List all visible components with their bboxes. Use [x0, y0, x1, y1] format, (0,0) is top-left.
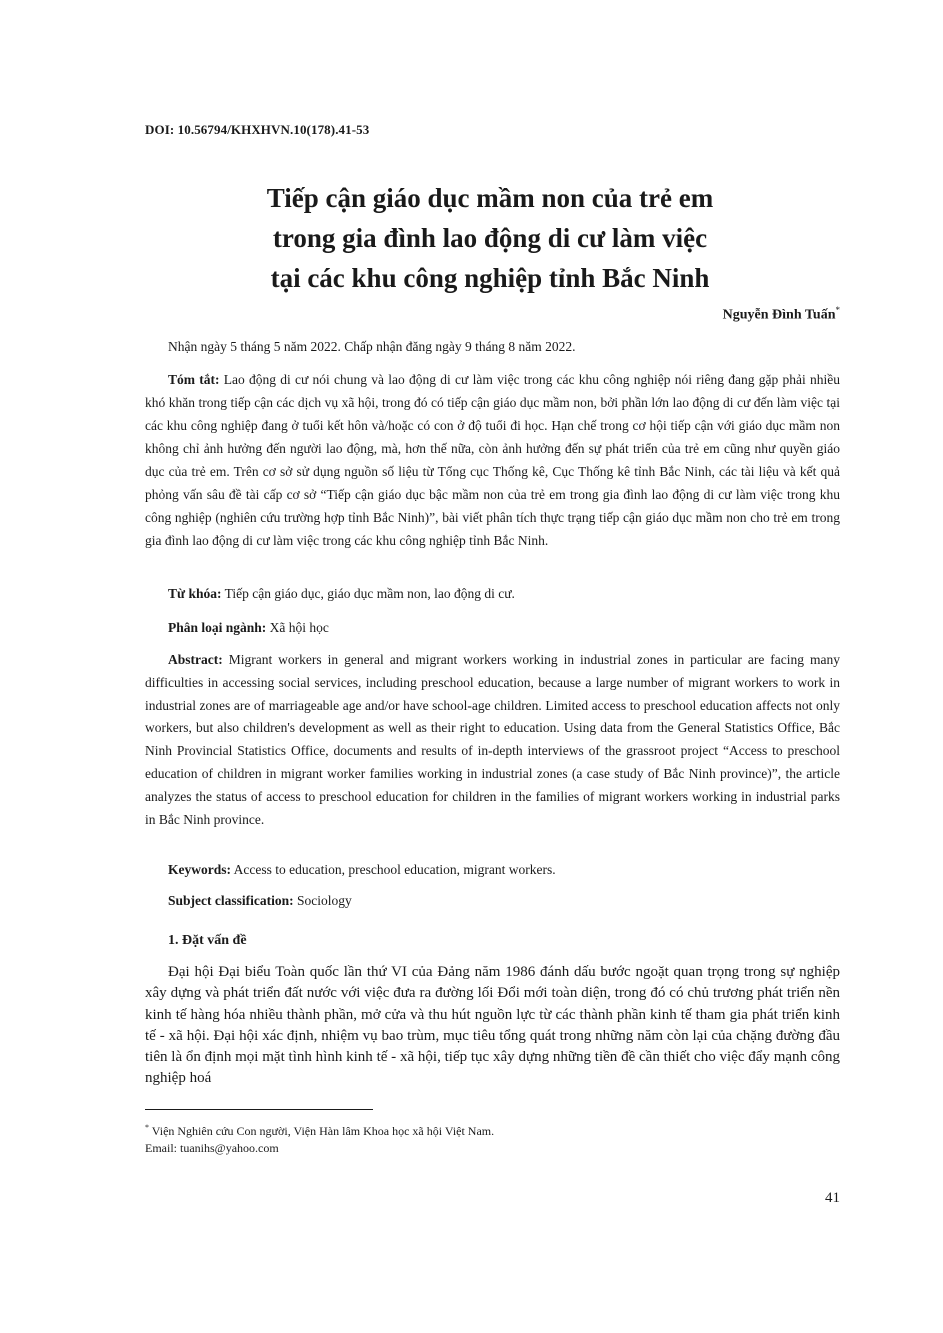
doi: DOI: 10.56794/KHXHVN.10(178).41-53	[145, 122, 370, 137]
keywords-en-text: Access to education, preschool education, migrant workers.	[231, 862, 556, 877]
footnote-email: Email: tuanihs@yahoo.com	[145, 1141, 279, 1155]
received-date: Nhận ngày 5 tháng 5 năm 2022. Chấp nhận đăng ngày 9 tháng 8 năm 2022.	[168, 339, 576, 354]
classification-en-label: Subject classification:	[168, 893, 294, 908]
abstract-vi	[145, 368, 840, 552]
section-heading: 1. Đặt vấn đề	[168, 933, 247, 948]
classification-vi-text: Xã hội học	[266, 620, 329, 635]
abstract-en-text: Migrant workers in general and migrant workers working in industrial zones in particular are facing many difficulties in accessing social services, including preschool education, because a large number of migrant workers to work in industrial zones are of marriageable age and/or have school-age children. Limited access to preschool education affects not only workers, but also children's development as well as their right to education. Using data from the General Statistics Office, Bắc Ninh Provincial Statistics Office, documents and results of in-depth interviews of the grassroot project “Access to preschool education of children in migrant worker families working in industrial zones (a case study of Bắc Ninh province)”, the article analyzes the status of access to preschool education for children in the families of migrant workers working in industrial parks in Bắc Ninh province.	[145, 652, 840, 827]
classification-vi	[168, 620, 329, 636]
abstract-vi-text: Lao động di cư nói chung và lao động di cư làm việc trong các khu công nghiệp nói riêng đang gặp phải nhiều khó khăn trong tiếp cận các dịch vụ xã hội, trong đó có tiếp cận giáo dục mầm non, bởi phần lớn lao động di cư đến làm việc tại các khu công nghiệp đang ở tuổi kết hôn và/hoặc có con ở độ tuổi đi học. Hạn chế trong cơ hội tiếp cận với giáo dục mầm non không chỉ ảnh hưởng đến người lao động, mà, hơn thế nữa, còn ảnh hưởng đến sự phát triển của trẻ em cũng như quyền giáo dục của trẻ em. Trên cơ sở sử dụng nguồn số liệu từ Tổng cục Thống kê, Cục Thống kê tỉnh Bắc Ninh, các tài liệu và kết quả phỏng vấn sâu đề tài cấp cơ sở “Tiếp cận giáo dục bậc mầm non của trẻ em trong gia đình lao động di cư làm việc trong khu công nghiệp (nghiên cứu trường hợp tỉnh Bắc Ninh)”, bài viết phân tích thực trạng tiếp cận giáo dục mầm non cho trẻ em trong gia đình lao động di cư làm việc trong các khu công nghiệp tỉnh Bắc Ninh.	[145, 372, 840, 548]
classification-en	[168, 893, 352, 909]
footnote-affiliation-text: Viện Nghiên cứu Con người, Viện Hàn lâm Khoa học xã hội Việt Nam.	[149, 1124, 495, 1138]
footnote-affiliation	[145, 1123, 494, 1139]
page-number: 41	[825, 1190, 840, 1206]
keywords-en-label: Keywords:	[168, 862, 231, 877]
title-line-1: Tiếp cận giáo dục mầm non của trẻ em	[266, 183, 714, 213]
keywords-en	[168, 862, 556, 878]
article-title	[120, 178, 860, 298]
abstract-en-label: Abstract:	[168, 652, 223, 667]
title-line-2: trong gia đình lao động di cư làm việc	[272, 223, 708, 253]
footnote-divider	[145, 1109, 373, 1110]
keywords-vi-text: Tiếp cận giáo dục, giáo dục mầm non, lao động di cư.	[221, 586, 515, 601]
keywords-vi	[168, 586, 515, 602]
abstract-vi-label: Tóm tắt:	[168, 372, 220, 387]
title-line-3: tại các khu công nghiệp tỉnh Bắc Ninh	[270, 263, 710, 293]
author-footnote-mark: *	[835, 305, 840, 315]
body-paragraph: Đại hội Đại biểu Toàn quốc lần thứ VI của Đảng năm 1986 đánh dấu bước ngoặt quan trọng trong sự nghiệp xây dựng và phát triển đất nước với việc đưa ra đường lối Đổi mới toàn diện, trong đó có chủ trương phát triển nền kinh tế hàng hóa nhiều thành phần, mở cửa và thu hút nguồn lực từ các thành phần kinh tế tham gia phát triển kinh tế - xã hội. Đại hội xác định, nhiệm vụ bao trùm, mục tiêu tổng quát trong những năm còn lại của chặng đường đầu tiên là ổn định mọi mặt tình hình kinh tế - xã hội, tiếp tục xây dựng những tiền đề cần thiết cho việc đẩy mạnh công nghiệp hoá	[145, 964, 840, 1087]
classification-vi-label: Phân loại ngành:	[168, 620, 267, 635]
footnote-mark: *	[145, 1123, 149, 1132]
author-name: Nguyễn Đình Tuấn	[722, 307, 836, 323]
abstract-en	[145, 649, 840, 831]
keywords-vi-label: Từ khóa:	[168, 586, 222, 601]
author	[723, 305, 840, 324]
classification-en-text: Sociology	[293, 893, 352, 908]
